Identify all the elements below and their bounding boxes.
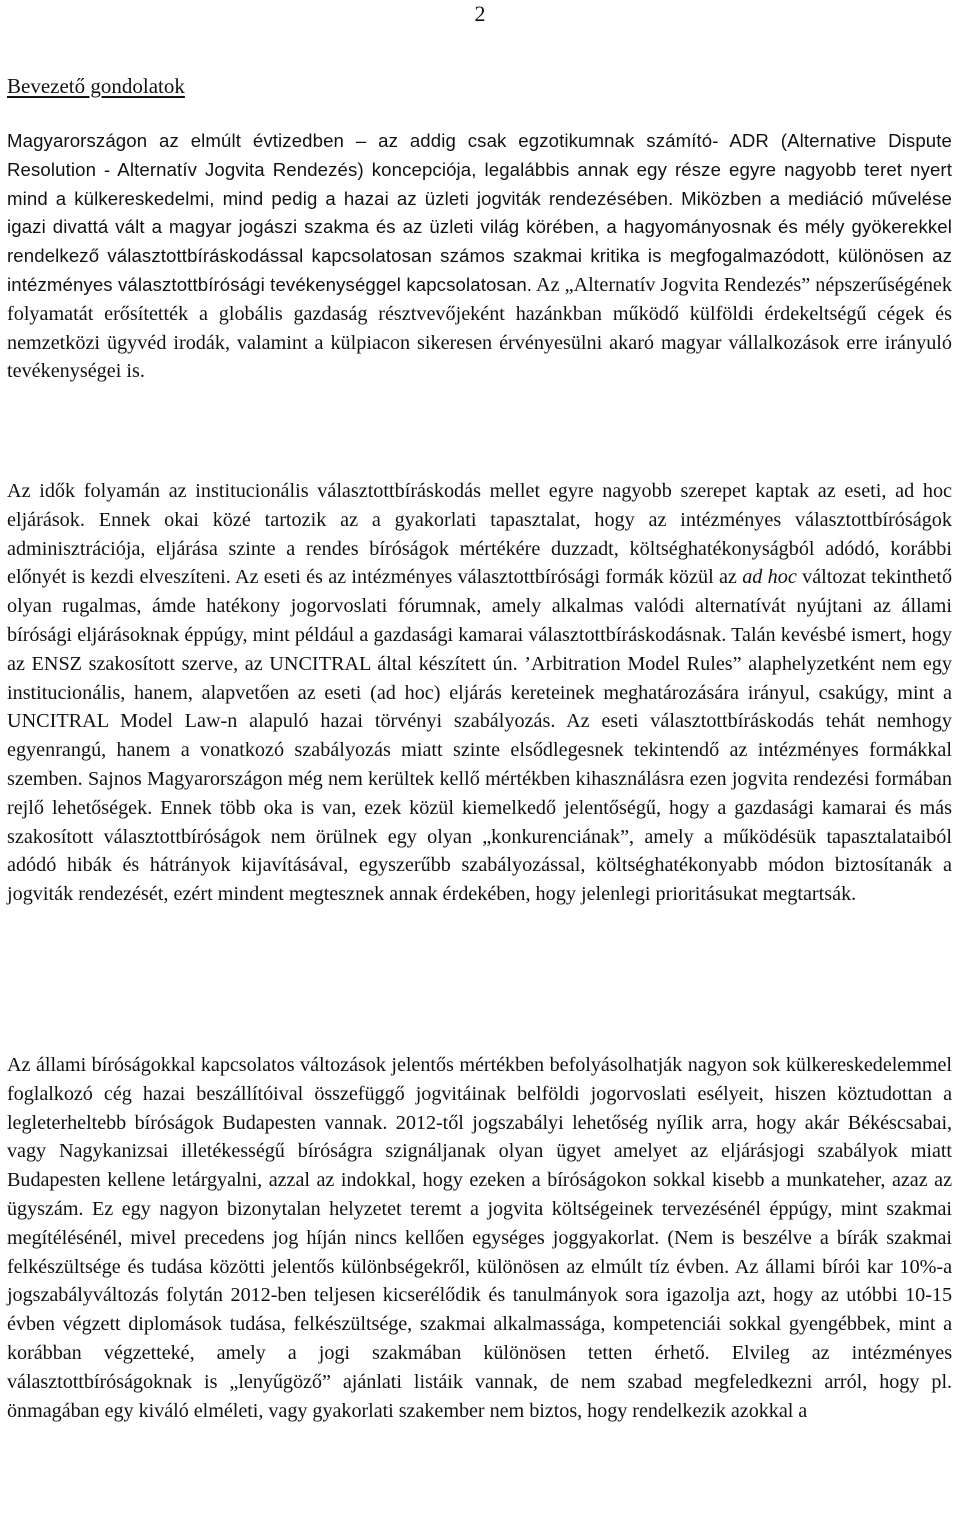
- paragraph-2-part-2: változat tekinthető olyan rugalmas, ámde hatékony jogorvoslati fórumnak, amely alkalmas valódi alternatívát nyújtani az állami bírósági eljárásoknak éppúgy, mint például a gazdasági kamarai választottbíráskodásnak. Talán kevésbé ismert, hogy az ENSZ szakosított szerve, az UNCITRAL által készített ún. ’Arbitration Model Rules” alaphelyzetként nem egy institucionális, hanem, alapvetően az eseti (ad hoc) eljárás kereteinek meghatározására irányul, csakúgy, mint a UNCITRAL Model Law-n alapuló hazai törvényi szabályozás. Az eseti választottbíráskodás tehát nemhogy egyenrangú, hanem a vonatkozó szabályozás miatt szinte elsődlegesnek tekintendő az intézményes formákkal szemben. Sajnos Magyarországon még nem kerültek kellő mértékben kihasználásra ezen jogvita rendezési formában rejlő lehetőségek. Ennek több oka is van, ezek közül kiemelkedő jelentőségű, hogy a gazdasági kamarai és más szakosított választottbíróságok nem örülnek egy olyan „konkurenciának”, amely a működésük tapasztalataiból adódó hibák és hátrányok kijavításával, egyszerűbb szabályozással, költséghatékonyabb módon biztosítanák a jogviták rendezését, ezért mindent megtesznek annak érdekében, hogy jelenlegi prioritásukat megtartsák.: [7, 566, 953, 906]
- paragraph-1-part-1: Magyarországon az elmúlt évtizedben – az addig csak egzotikumnak számító- ADR (Alternative Dispute Resolution - Alternatív Jogvita Rendezés) koncepciója, legalábbis annak egy része egyre nagyobb teret nyert mind a külkereskedelmi, mind pedig a hazai az üzleti jogviták rendezésében.: [7, 130, 952, 209]
- page-number: 2: [474, 1, 486, 26]
- paragraph-introduction: [7, 127, 952, 386]
- paragraph-ad-hoc-arbitration: [7, 477, 952, 909]
- paragraph-state-courts: [7, 1051, 952, 1425]
- paragraph-3-text: Az állami bíróságokkal kapcsolatos változások jelentős mértékben befolyásolhatják nagyon sok külkereskedelemmel foglalkozó cég hazai beszállítóival összefüggő jogvitáinak belföldi jogorvoslati esélyeit, hiszen köztudottan a legleterheltebb bíróságok Budapesten vannak. 2012-től jogszabályi lehetőség nyílik arra, hogy akár Békéscsabai, vagy Nagykanizsai illetékességű bíróságra szignáljanak olyan ügyet amelyet az eljárásjogi szabályok miatt Budapesten kellene letárgyalni, azzal az indokkal, hogy ezeken a bíróságokon sokkal kisebb a munkateher, azaz az ügyszám. Ez egy nagyon bizonytalan helyzetet teremt a jogvita költségeinek tervezésénél éppúgy, mint szakmai megítélésénél, mivel precedens jog híján nincs kellően egységes joggyakorlat. (Nem is beszélve a bírák szakmai felkészültsége és tudása közötti jelentős különbségekről, különösen az elmúlt tíz évben. Az állami bírói kar 10%-a jogszabályváltozás folytán 2012-ben teljesen kicserélődik és tanulmányok sora igazolja azt, hogy az utóbbi 10-15 évben végzett diplomások tudása, felkészültsége, szakmai alkalmassága, kompetenciái sokkal gyengébbek, mint a korábban végzetteké, amely a jogi szakmában különösen tetten érhető. Elvileg az intézményes választottbíróságoknak is „lenyűgöző” ajánlati listáik vannak, de nem szabad megfeledkezni arról, hogy pl. önmagában egy kiváló elméleti, vagy gyakorlati szakember nem biztos, hogy rendelkezik azokkal a: [7, 1054, 952, 1422]
- paragraph-1-part-3: Az „Alternatív Jogvita Rendezés” népszerűségének folyamatát erősítették a globális gazdaság résztvevőjeként hazánkban működő külföldi érdekeltségű cégek és nemzetközi ügyvéd irodák, valamint a külpiacon sikeresen érvényesülni akaró magyar vállalkozások erre irányuló tevékenységei is.: [7, 273, 952, 383]
- paragraph-2-text: [7, 477, 952, 909]
- paragraph-1-text: [7, 127, 952, 386]
- paragraph-2-italic-term: ad hoc: [742, 566, 797, 589]
- paragraph-1-part-2: Miközben a mediáció művelése igazi divattá vált a magyar jogászi szakma és az üzleti világ körében, a hagyományosnak és mély gyökerekkel rendelkező választottbíráskodással kapcsolatosan számos szakmai kritika is megfogalmazódott, különösen az intézményes választottbírósági tevékenységgel kapcsolatosan.: [7, 187, 953, 295]
- section-heading: Bevezető gondolatok: [7, 74, 185, 98]
- paragraph-2-part-1: Az idők folyamán az institucionális választottbíráskodás mellet egyre nagyobb szerepet kaptak az eseti, ad hoc eljárások. Ennek okai közé tartozik az a gyakorlati tapasztalat, hogy az intézményes választottbíróságok adminisztrációja, eljárása szinte a rendes bíróságok mértékére duzzadt, költséghatékonyságból adódó, korábbi előnyét is kezdi elveszíteni. Az eseti és az intézményes választottbírósági formák közül az: [7, 480, 952, 589]
